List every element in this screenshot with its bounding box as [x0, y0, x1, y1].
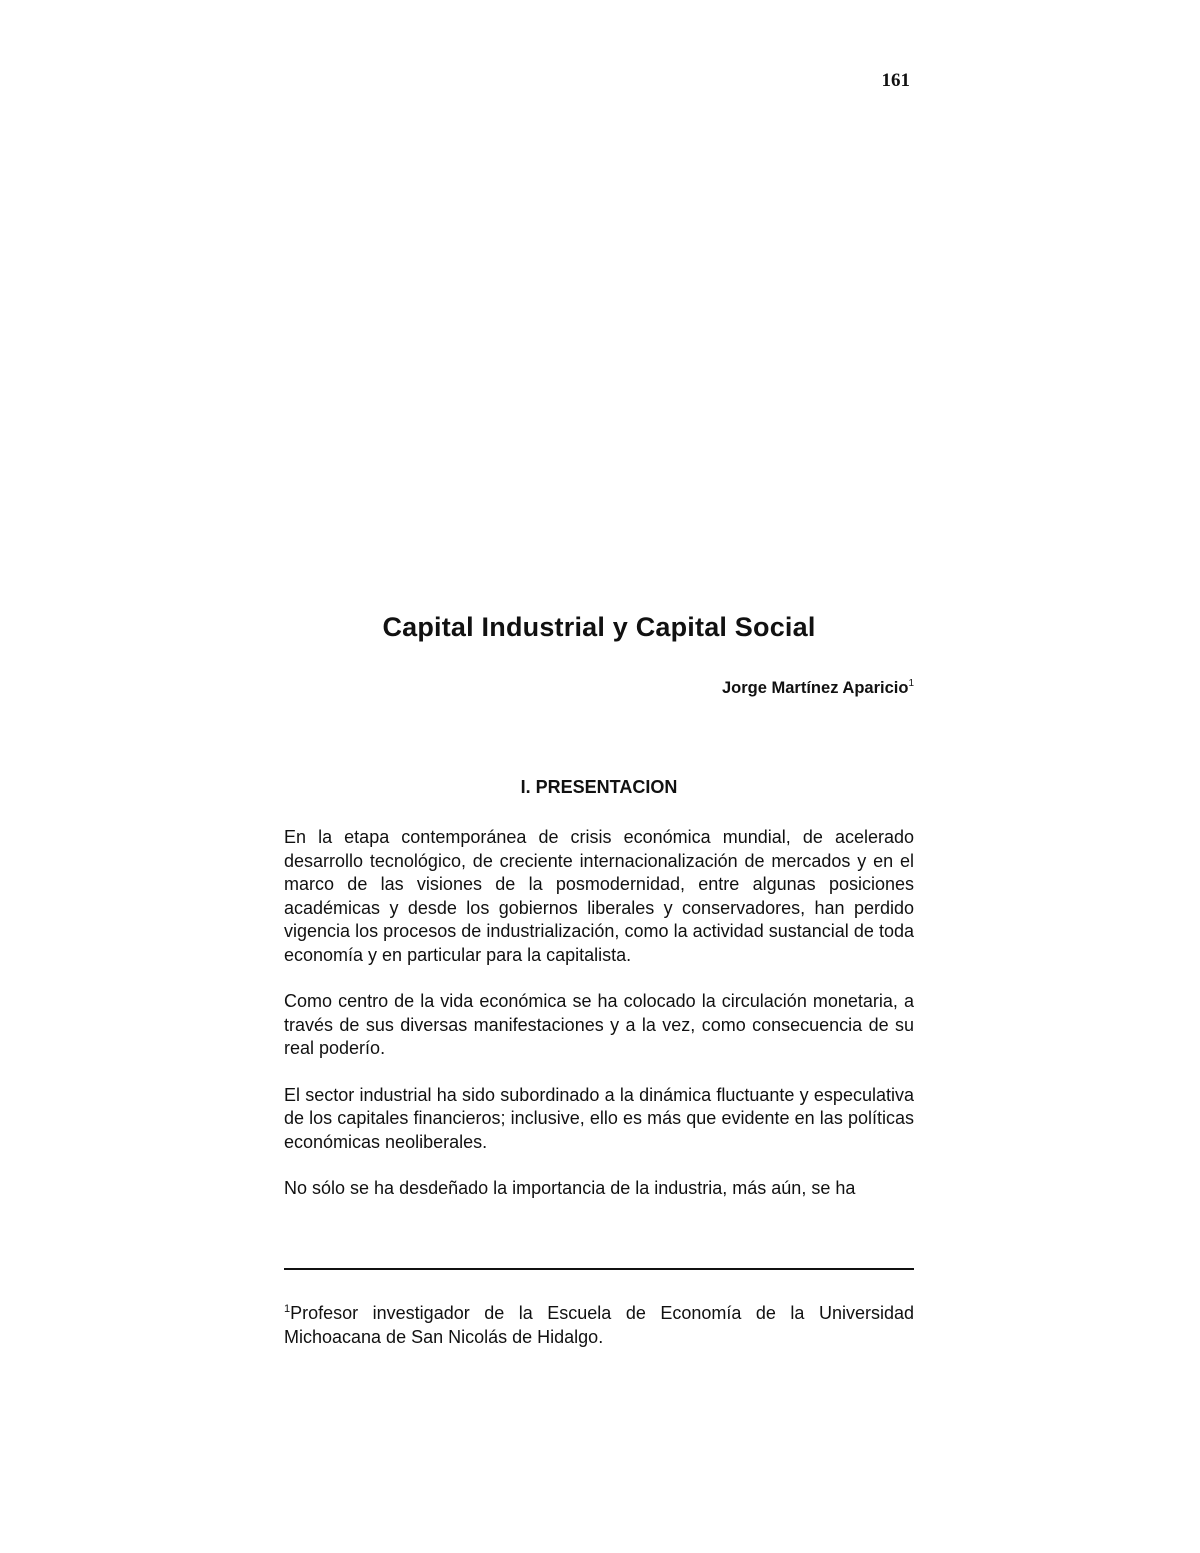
- section-heading: I. PRESENTACION: [520, 777, 678, 797]
- footnote: [284, 1298, 914, 1349]
- author-footnote-marker: 1: [908, 678, 914, 689]
- body-text: [284, 826, 914, 1224]
- footnote-divider: [284, 1268, 914, 1270]
- footnote-text: Profesor investigador de la Escuela de Economía de la Universidad Michoacana de San Nicolás de Hidalgo.: [284, 1303, 914, 1347]
- paragraph-3: El sector industrial ha sido subordinado a la dinámica fluctuante y especulativa de los capitales financieros; inclusive, ello es más que evidente en las políticas económicas neoliberales.: [284, 1084, 914, 1152]
- author-line: [284, 678, 914, 698]
- author-name: Jorge Martínez Aparicio: [722, 679, 909, 697]
- paragraph-1: En la etapa contemporánea de crisis económica mundial, de acelerado desarrollo tecnológico, de creciente internacionalización de mercados y en el marco de las visiones de la posmodernidad, entre algunas posiciones académicas y desde los gobiernos liberales y conservadores, han perdido vigencia los procesos de industrialización, como la actividad sustancial de toda economía y en particular para la capitalista.: [284, 827, 914, 965]
- article-title: Capital Industrial y Capital Social: [382, 612, 816, 642]
- footnote-marker: 1: [284, 1303, 291, 1315]
- paragraph-2: Como centro de la vida económica se ha colocado la circulación monetaria, a través de sus diversas manifestaciones y a la vez, como consecuencia de su real poderío.: [284, 991, 914, 1058]
- paragraph-4: No sólo se ha desdeñado la importancia de la industria, más aún, se ha: [284, 1178, 856, 1198]
- page-number: 161: [881, 70, 910, 91]
